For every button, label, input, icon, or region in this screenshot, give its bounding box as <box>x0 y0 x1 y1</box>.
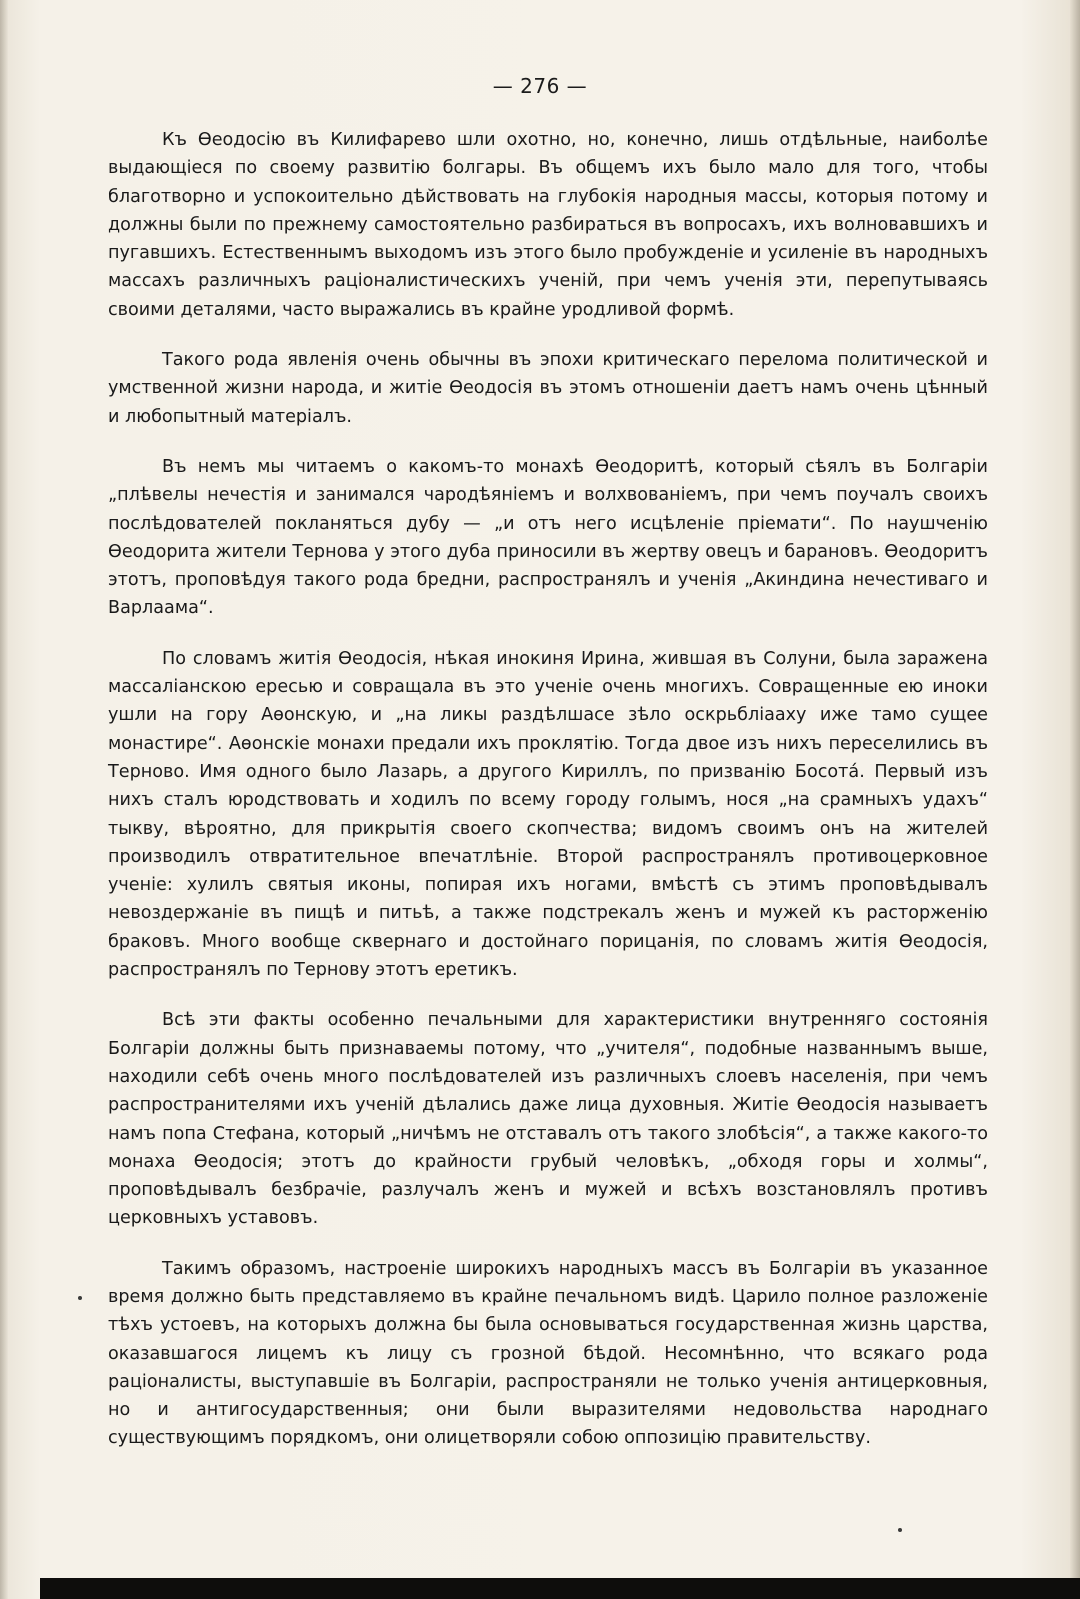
paragraph: Къ Ѳеодосію въ Килифарево шли охотно, но, конечно, лишь отдѣльные, наиболѣе выдающіеся по своему развитію болгары. Въ общемъ ихъ было мало для того, чтобы благотворно и успокоительно дѣйствовать на глубокія народныя массы, которыя потому и должны были по прежнему самостоятельно разбираться въ вопросахъ, ихъ волновавшихъ и пугавшихъ. Естественнымъ выходомъ изъ этого было пробужденіе и усиленіе въ народныхъ массахъ различныхъ раціоналистическихъ ученій, при чемъ ученія эти, перепутываясь своими деталями, часто выражались въ крайне уродливой формѣ. <box>108 130 988 320</box>
paragraph: Такимъ образомъ, настроеніе широкихъ народныхъ массъ въ Болгаріи въ указанное время должно быть представляемо въ крайне печальномъ видѣ. Царило полное разложеніе тѣхъ устоевъ, на которыхъ должна бы была основываться государственная жизнь царства, оказавшагося лицемъ къ лицу съ грозной бѣдой. Несомнѣнно, что всякаго рода раціоналисты, выступавшіе въ Болгаріи, распространяли не только ученія антицерковныя, но и антигосударственныя; они были выразителями недовольства народнаго существующимъ порядкомъ, они олицетворяли собою оппозицію правительству. <box>108 1258 988 1449</box>
ink-speck <box>78 1296 82 1300</box>
paragraph: Въ немъ мы читаемъ о какомъ-то монахѣ Ѳеодоритѣ, который сѣялъ въ Болгаріи „плѣвелы нечестія и занимался чародѣяніемъ и волхвованіемъ, при чемъ поучалъ своихъ послѣдователей покланяться дубу — „и отъ него исцѣленіе пріемати“. По наушченію Ѳеодорита жители Тернова у этого дуба приносили въ жертву овецъ и барановъ. Ѳеодоритъ этотъ, проповѣдуя такого рода бредни, распространялъ и ученія „Акиндина нечестиваго и Варлаама“. <box>108 456 988 619</box>
page-left-edge-shadow <box>0 0 8 1599</box>
scan-bottom-edge <box>40 1578 1080 1599</box>
page-right-edge-shadow <box>1070 0 1080 1599</box>
paragraph: По словамъ житія Ѳеодосія, нѣкая инокиня Ирина, жившая въ Солуни, была заражена массаліанскою ересью и совращала въ это ученіе очень многихъ. Совращенные ею иноки ушли на гору Аѳонскую, и „на ликы раздѣлшасе зѣло оскрьбліааху иже тамо сущее монастире“. Аѳонскіе монахи предали ихъ проклятію. Тогда двое изъ нихъ переселились въ Терново. Имя одного было Лазарь, а другого Кириллъ, по призванію Босотá. Первый изъ нихъ сталъ юродствовать и ходилъ по всему городу голымъ, нося „на срамныхъ удахъ“ тыкву, вѣроятно, для прикрытія своего скопчества; видомъ своимъ онъ на жителей производилъ отвратительное впечатлѣніе. Второй распространялъ противоцерковное ученіе: хулилъ святыя иконы, попирая ихъ ногами, вмѣстѣ съ этимъ проповѣдывалъ невоздержаніе въ пищѣ и питьѣ, а также подстрекалъ женъ и мужей къ расторженію браковъ. Много вообще сквернаго и достойнаго порицанія, по словамъ житія Ѳеодосія, распространялъ по Тернову этотъ еретикъ. <box>108 648 988 981</box>
ink-speck <box>898 1528 902 1532</box>
paragraph: Такого рода явленія очень обычны въ эпохи критическаго перелома политической и умственной жизни народа, и житіе Ѳеодосія въ этомъ отношеніи даетъ намъ очень цѣнный и любопытный матеріалъ. <box>108 350 988 427</box>
body-text <box>108 126 988 1475</box>
paragraph: Всѣ эти факты особенно печальными для характеристики внутренняго состоянія Болгаріи должны быть признаваемы потому, что „учителя“, подобные названнымъ выше, находили себѣ очень много послѣдователей изъ различныхъ слоевъ населенія, при чемъ распространителями ихъ ученій дѣлались даже лица духовныя. Житіе Ѳеодосія называетъ намъ попа Стефана, который „ничѣмъ не отставалъ отъ такого злобѣсія“, а также какого-то монаха Ѳеодосія; этотъ до крайности грубый человѣкъ, „обходя горы и холмы“, проповѣдывалъ безбрачіе, разлучалъ женъ и мужей и всѣхъ возстановлялъ противъ церковныхъ уставовъ. <box>108 1010 988 1229</box>
page-number: — 276 — <box>492 74 588 98</box>
